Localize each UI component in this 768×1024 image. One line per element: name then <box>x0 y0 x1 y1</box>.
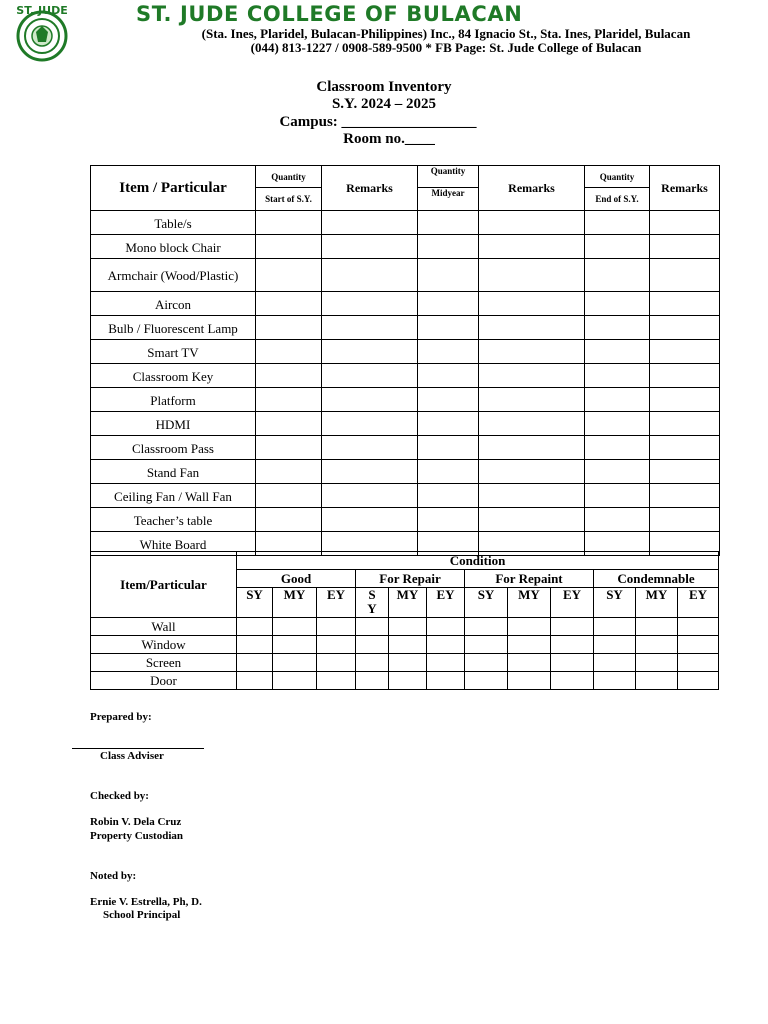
sub-header: EY <box>317 588 356 618</box>
condition-cell[interactable] <box>389 672 427 690</box>
table-row <box>91 436 720 460</box>
qty-start-cell[interactable] <box>256 316 322 340</box>
qty-mid-cell[interactable] <box>418 316 479 340</box>
condition-cell[interactable] <box>551 636 594 654</box>
sub-header: S Y <box>356 588 389 618</box>
qty-start-cell[interactable] <box>256 340 322 364</box>
table-row <box>91 259 720 292</box>
qty-mid-cell[interactable] <box>418 388 479 412</box>
remarks-cell[interactable] <box>650 508 720 532</box>
logo-text: ST. JUDE <box>16 4 68 17</box>
condition-cell[interactable] <box>389 618 427 636</box>
form-title: Classroom Inventory <box>316 79 452 95</box>
remarks-cell[interactable] <box>650 292 720 316</box>
condition-item: Door <box>91 672 237 690</box>
school-address: (Sta. Ines, Plaridel, Bulacan-Philippines) Inc., 84 Ignacio St., Sta. Ines, Plaridel, Bulacan <box>201 26 691 41</box>
sub-header: MY <box>389 588 427 618</box>
qty-end-cell[interactable] <box>585 388 650 412</box>
signature-line <box>72 748 204 749</box>
condition-cell[interactable] <box>273 636 317 654</box>
midyear-header: Midyear <box>418 188 479 211</box>
condition-cell[interactable] <box>273 618 317 636</box>
table-row <box>91 618 719 636</box>
condition-cell[interactable] <box>237 654 273 672</box>
qty-mid-cell[interactable] <box>418 235 479 259</box>
room-number-field: Room no.____ <box>343 131 435 147</box>
qty-mid-cell[interactable] <box>418 508 479 532</box>
qty-end-label: Quantity <box>585 166 650 188</box>
condition-cell[interactable] <box>427 672 465 690</box>
remarks-cell[interactable] <box>479 436 585 460</box>
condition-cell[interactable] <box>508 618 551 636</box>
remarks-cell[interactable] <box>479 484 585 508</box>
condition-cell[interactable] <box>636 618 678 636</box>
condition-cell[interactable] <box>594 636 636 654</box>
sub-header: SY <box>594 588 636 618</box>
remarks-cell[interactable] <box>322 259 418 292</box>
item-name: Bulb / Fluorescent Lamp <box>91 316 256 340</box>
remarks-cell[interactable] <box>479 211 585 235</box>
remarks-cell[interactable] <box>650 316 720 340</box>
condition-cell[interactable] <box>317 636 356 654</box>
condition-cell[interactable] <box>356 654 389 672</box>
prepared-role: Class Adviser <box>100 750 164 762</box>
item-name: Aircon <box>91 292 256 316</box>
prepared-by-label: Prepared by: <box>90 711 152 723</box>
condition-cell[interactable] <box>465 654 508 672</box>
qty-mid-cell[interactable] <box>418 412 479 436</box>
table-row <box>91 636 719 654</box>
remarks-cell[interactable] <box>650 340 720 364</box>
condition-cell[interactable] <box>317 618 356 636</box>
condition-item: Window <box>91 636 237 654</box>
qty-mid-cell[interactable] <box>418 364 479 388</box>
qty-mid-cell[interactable] <box>418 436 479 460</box>
remarks-cell[interactable] <box>650 211 720 235</box>
condition-cell[interactable] <box>636 636 678 654</box>
table-row <box>91 316 720 340</box>
condition-cell[interactable] <box>594 672 636 690</box>
condition-cell[interactable] <box>508 672 551 690</box>
condition-cell[interactable] <box>465 636 508 654</box>
qty-start-cell[interactable] <box>256 388 322 412</box>
qty-end-cell[interactable] <box>585 292 650 316</box>
qty-end-cell[interactable] <box>585 484 650 508</box>
table-row <box>91 654 719 672</box>
remarks-cell[interactable] <box>650 412 720 436</box>
condition-cell[interactable] <box>356 672 389 690</box>
remarks-cell[interactable] <box>650 388 720 412</box>
condition-cell[interactable] <box>317 654 356 672</box>
table-row <box>91 460 720 484</box>
table-row <box>91 292 720 316</box>
campus-field: Campus: __________________ <box>279 114 477 130</box>
condition-cell[interactable] <box>427 618 465 636</box>
qty-mid-cell[interactable] <box>418 259 479 292</box>
school-logo <box>6 2 76 62</box>
condition-cell[interactable] <box>678 636 719 654</box>
condition-cell[interactable] <box>508 636 551 654</box>
remarks-cell[interactable] <box>650 235 720 259</box>
qty-start-label: Quantity <box>256 166 322 188</box>
condition-cell[interactable] <box>389 654 427 672</box>
table-row <box>91 364 720 388</box>
condition-cell[interactable] <box>678 618 719 636</box>
remarks-cell[interactable] <box>322 412 418 436</box>
start-sy-header: Start of S.Y. <box>256 188 322 211</box>
noted-by-label: Noted by: <box>90 870 137 882</box>
sub-header: MY <box>636 588 678 618</box>
qty-end-cell[interactable] <box>585 412 650 436</box>
remarks-cell[interactable] <box>479 460 585 484</box>
remarks-cell[interactable] <box>479 364 585 388</box>
remarks-header-3: Remarks <box>650 166 720 211</box>
school-name: ST. JUDE COLLEGE OF BULACAN <box>136 2 523 26</box>
remarks-header-2: Remarks <box>479 166 585 211</box>
condition-cell[interactable] <box>389 636 427 654</box>
qty-end-cell[interactable] <box>585 364 650 388</box>
qty-start-cell[interactable] <box>256 292 322 316</box>
condition-cell[interactable] <box>427 636 465 654</box>
qty-end-cell[interactable] <box>585 211 650 235</box>
item-name: Classroom Key <box>91 364 256 388</box>
table-row <box>91 235 720 259</box>
condition-cell[interactable] <box>636 672 678 690</box>
condition-header: Condition <box>237 552 719 570</box>
qty-start-cell[interactable] <box>256 211 322 235</box>
checked-name: Robin V. Dela Cruz <box>90 816 182 828</box>
condition-table <box>90 551 719 690</box>
qty-mid-cell[interactable] <box>418 484 479 508</box>
checked-by-label: Checked by: <box>90 790 149 802</box>
qty-start-cell[interactable] <box>256 508 322 532</box>
remarks-cell[interactable] <box>322 316 418 340</box>
condition-cell[interactable] <box>237 636 273 654</box>
item-name: Classroom Pass <box>91 436 256 460</box>
remarks-cell[interactable] <box>322 460 418 484</box>
remarks-cell[interactable] <box>479 235 585 259</box>
remarks-cell[interactable] <box>650 364 720 388</box>
sub-header: EY <box>427 588 465 618</box>
remarks-header-1: Remarks <box>322 166 418 211</box>
remarks-cell[interactable] <box>650 259 720 292</box>
remarks-cell[interactable] <box>322 436 418 460</box>
condition-cell[interactable] <box>551 672 594 690</box>
qty-mid-cell[interactable] <box>418 211 479 235</box>
remarks-cell[interactable] <box>322 508 418 532</box>
item-name: Smart TV <box>91 340 256 364</box>
sub-header: SY <box>237 588 273 618</box>
qty-start-cell[interactable] <box>256 412 322 436</box>
remarks-cell[interactable] <box>479 508 585 532</box>
remarks-cell[interactable] <box>479 412 585 436</box>
condition-cell[interactable] <box>273 672 317 690</box>
item-name: Armchair (Wood/Plastic) <box>91 259 256 292</box>
remarks-cell[interactable] <box>322 388 418 412</box>
condition-cell[interactable] <box>356 618 389 636</box>
remarks-cell[interactable] <box>479 340 585 364</box>
qty-end-cell[interactable] <box>585 508 650 532</box>
condition-cell[interactable] <box>594 654 636 672</box>
item-name: Table/s <box>91 211 256 235</box>
item-name: Teacher’s table <box>91 508 256 532</box>
condition-cell[interactable] <box>636 654 678 672</box>
table-row <box>91 484 720 508</box>
condition-cell[interactable] <box>551 654 594 672</box>
qty-start-cell[interactable] <box>256 436 322 460</box>
sub-header: SY <box>465 588 508 618</box>
remarks-cell[interactable] <box>650 484 720 508</box>
remarks-cell[interactable] <box>322 235 418 259</box>
end-sy-header: End of S.Y. <box>585 188 650 211</box>
qty-mid-cell[interactable] <box>418 292 479 316</box>
condition-cell[interactable] <box>508 654 551 672</box>
condition-item: Screen <box>91 654 237 672</box>
school-year: S.Y. 2024 – 2025 <box>331 96 437 112</box>
remarks-cell[interactable] <box>322 340 418 364</box>
qty-end-cell[interactable] <box>585 436 650 460</box>
item-name: Ceiling Fan / Wall Fan <box>91 484 256 508</box>
sub-header: EY <box>551 588 594 618</box>
group-for-repaint: For Repaint <box>465 570 594 588</box>
qty-end-cell[interactable] <box>585 316 650 340</box>
remarks-cell[interactable] <box>479 292 585 316</box>
condition-cell[interactable] <box>427 654 465 672</box>
noted-name: Ernie V. Estrella, Ph, D. <box>90 896 202 908</box>
remarks-cell[interactable] <box>479 259 585 292</box>
item-name: White Board <box>91 532 256 556</box>
remarks-cell[interactable] <box>650 436 720 460</box>
remarks-cell[interactable] <box>322 364 418 388</box>
item-name: HDMI <box>91 412 256 436</box>
remarks-cell[interactable] <box>479 316 585 340</box>
condition-cell[interactable] <box>317 672 356 690</box>
item-header: Item / Particular <box>91 166 256 211</box>
qty-start-cell[interactable] <box>256 484 322 508</box>
condition-item: Wall <box>91 618 237 636</box>
qty-end-cell[interactable] <box>585 259 650 292</box>
inventory-table <box>90 165 720 556</box>
condition-cell[interactable] <box>237 672 273 690</box>
condition-cell[interactable] <box>678 654 719 672</box>
table-row <box>91 508 720 532</box>
table-row <box>91 211 720 235</box>
sub-header: MY <box>273 588 317 618</box>
qty-mid-label: Quantity <box>418 166 479 188</box>
checked-role: Property Custodian <box>90 830 183 842</box>
school-contact: (044) 813-1227 / 0908-589-9500 * FB Page: St. Jude College of Bulacan <box>250 40 642 55</box>
qty-end-cell[interactable] <box>585 340 650 364</box>
table-row <box>91 412 720 436</box>
remarks-cell[interactable] <box>322 292 418 316</box>
qty-start-cell[interactable] <box>256 460 322 484</box>
qty-start-cell[interactable] <box>256 235 322 259</box>
qty-start-cell[interactable] <box>256 364 322 388</box>
remarks-cell[interactable] <box>322 484 418 508</box>
item-name: Mono block Chair <box>91 235 256 259</box>
condition-cell[interactable] <box>237 618 273 636</box>
condition-cell[interactable] <box>465 618 508 636</box>
condition-cell[interactable] <box>465 672 508 690</box>
group-condemnable: Condemnable <box>594 570 719 588</box>
condition-cell[interactable] <box>594 618 636 636</box>
group-good: Good <box>237 570 356 588</box>
condition-cell[interactable] <box>551 618 594 636</box>
group-for-repair: For Repair <box>356 570 465 588</box>
table-row <box>91 340 720 364</box>
item-name: Stand Fan <box>91 460 256 484</box>
table-row <box>91 672 719 690</box>
condition-cell[interactable] <box>273 654 317 672</box>
remarks-cell[interactable] <box>650 460 720 484</box>
sub-header: EY <box>678 588 719 618</box>
qty-end-cell[interactable] <box>585 460 650 484</box>
condition-item-header: Item/Particular <box>91 552 237 618</box>
qty-start-cell[interactable] <box>256 259 322 292</box>
remarks-cell[interactable] <box>479 388 585 412</box>
qty-mid-cell[interactable] <box>418 340 479 364</box>
noted-role: School Principal <box>103 909 181 921</box>
table-row <box>91 388 720 412</box>
sub-header: MY <box>508 588 551 618</box>
condition-cell[interactable] <box>356 636 389 654</box>
condition-cell[interactable] <box>678 672 719 690</box>
qty-end-cell[interactable] <box>585 235 650 259</box>
item-name: Platform <box>91 388 256 412</box>
qty-mid-cell[interactable] <box>418 460 479 484</box>
remarks-cell[interactable] <box>322 211 418 235</box>
